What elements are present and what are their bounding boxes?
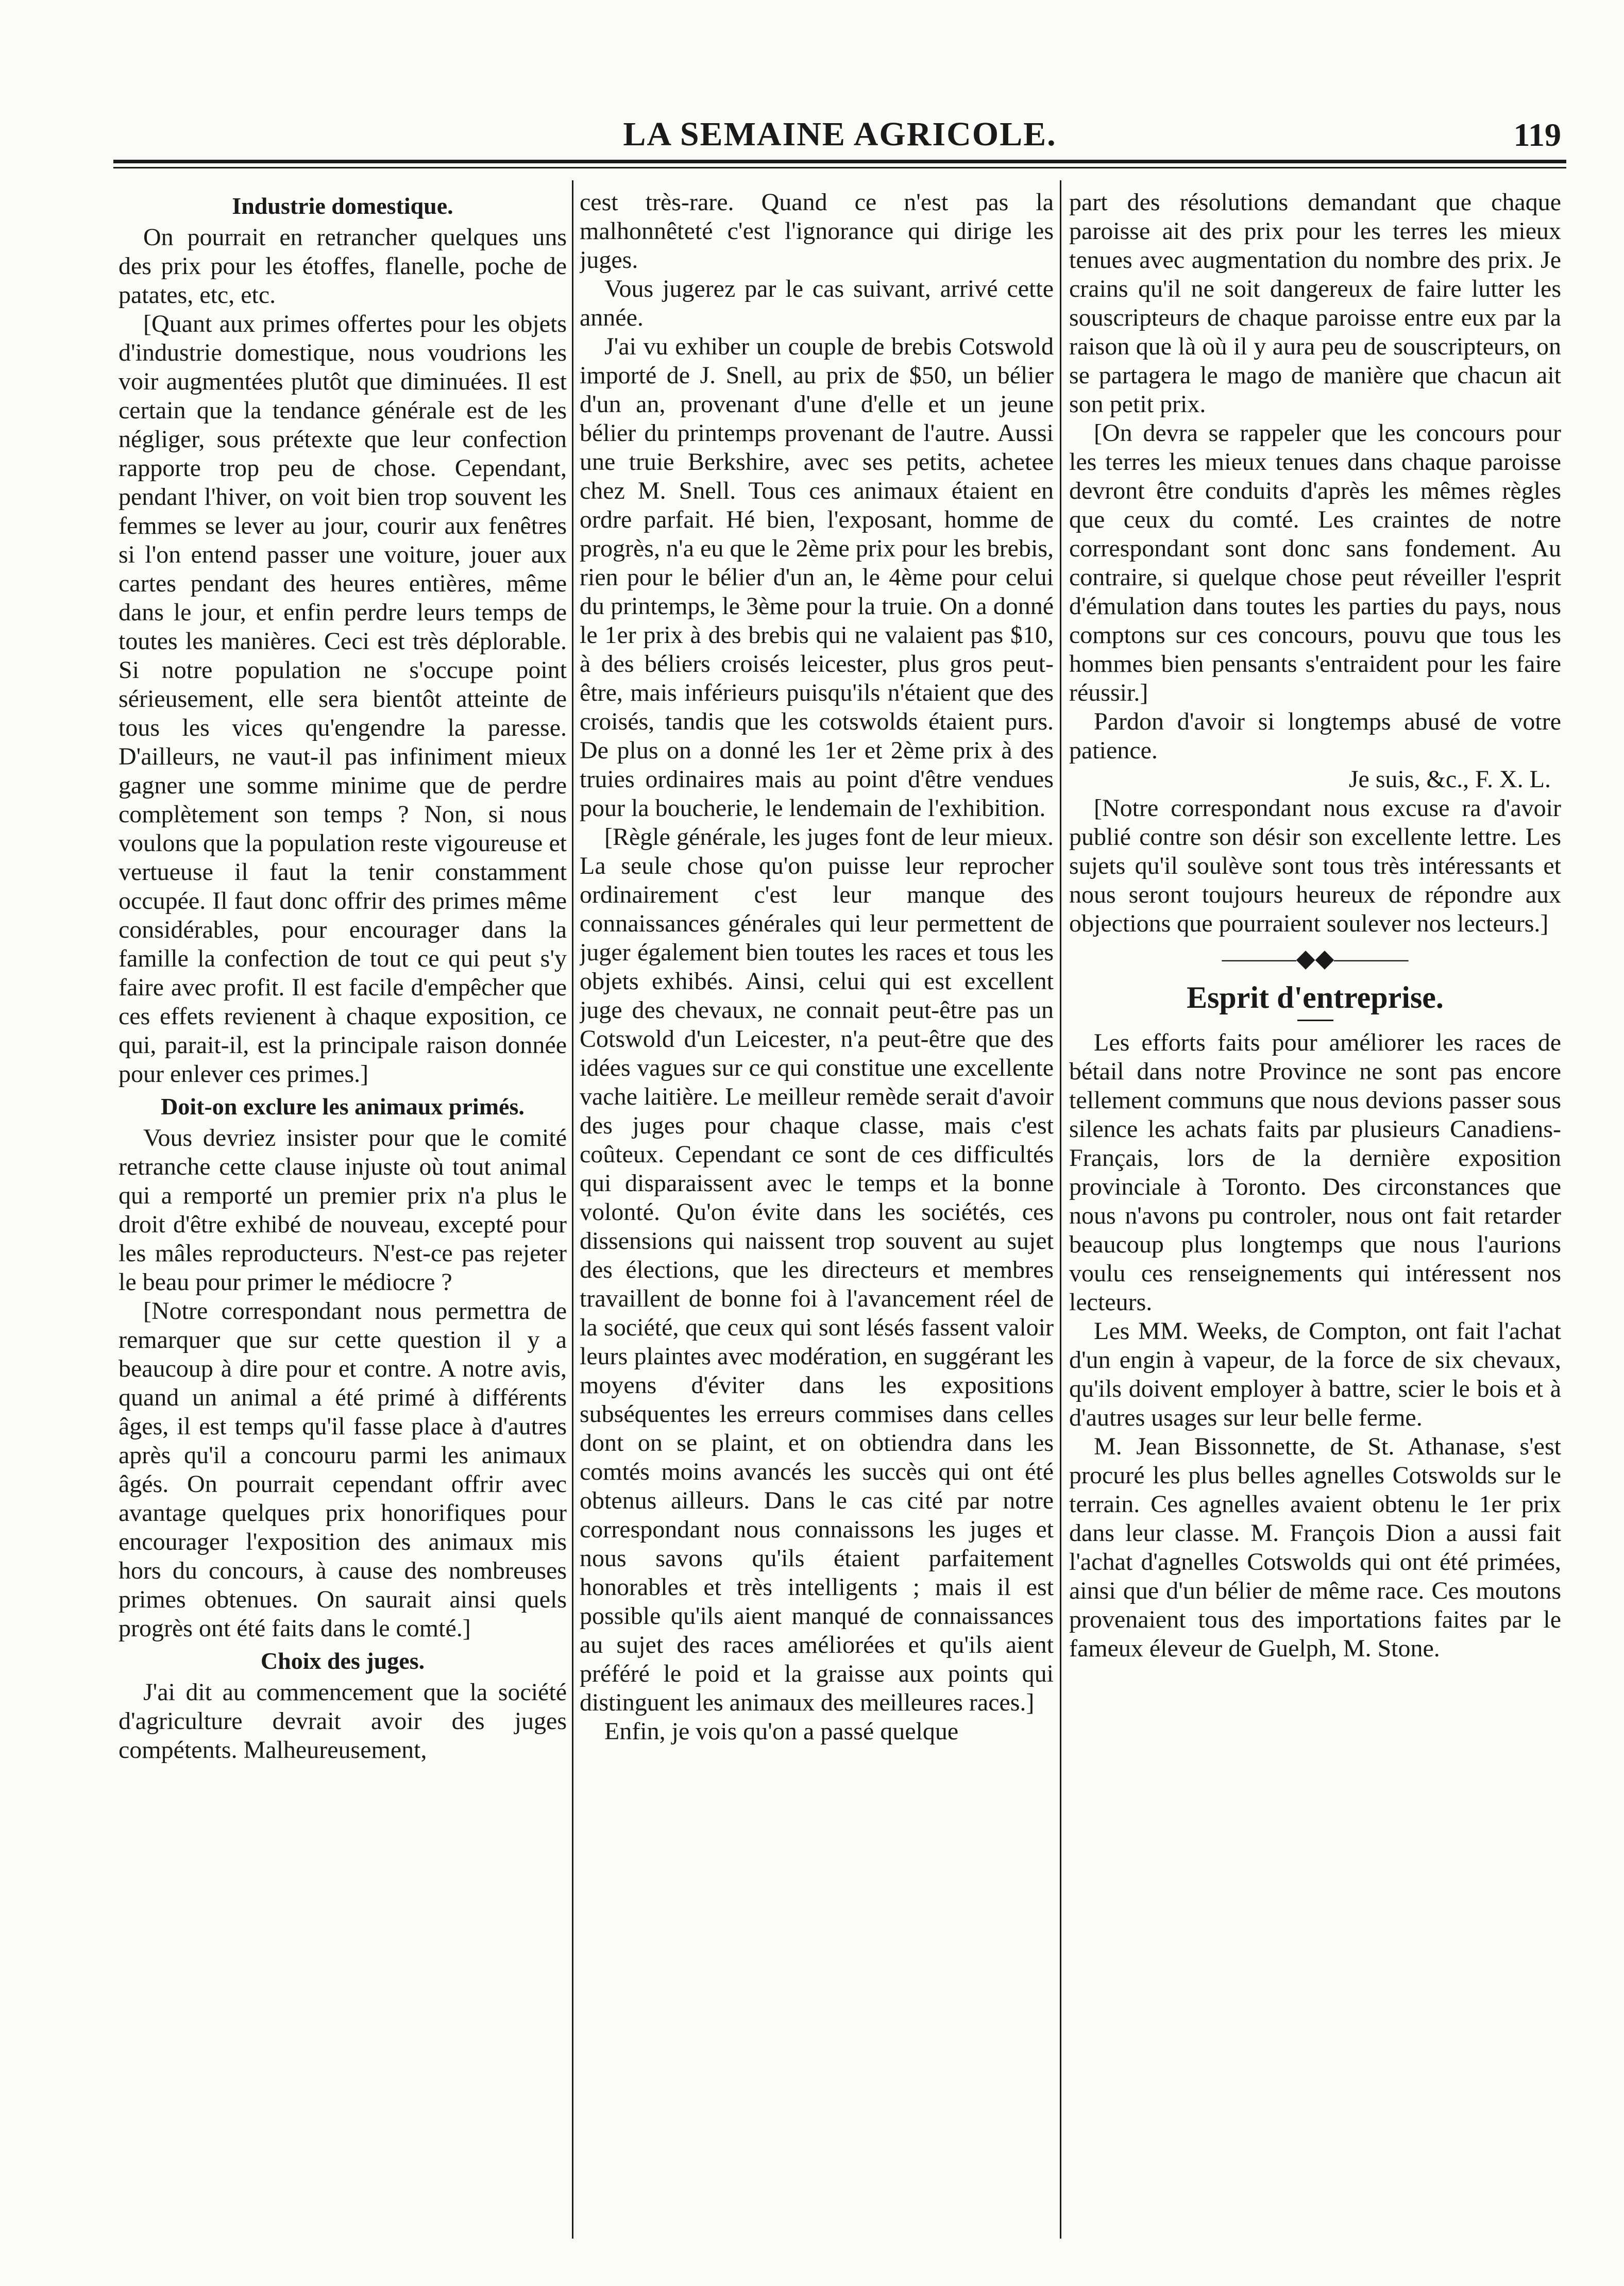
heading-dash — [1297, 1020, 1333, 1021]
section-heading-esprit: Esprit d'entreprise. — [1187, 980, 1444, 1014]
paragraph: Les MM. Weeks, de Compton, ont fait l'achat d'un engin à vapeur, de la force de six chevaux, qu'ils doivent employer à battre, scier le bois et à d'autres usages sur leur belle ferme. — [1069, 1317, 1561, 1431]
publication-title: LA SEMAINE AGRICOLE. — [623, 115, 1057, 153]
paragraph: [Quant aux primes offertes pour les objets d'industrie domestique, nous voudrions les voir augmentées plutôt que diminuées. Il est certain que la tendance générale est de les négliger, sous prétexte que leur confection rapporte trop peu de chose. Cependant, pendant l'hiver, on voit bien trop souvent les femmes se lever au jour, courir aux fenêtres si l'on entend passer une voiture, jouer aux cartes pendant des heures entières, même dans le jour, et enfin perdre leurs temps de toutes les manières. Ceci est très déplorable. Si notre population ne s'occupe point sérieusement, elle sera bientôt atteinte de tous les vices qu'engendre la paresse. D'ailleurs, ne vaut-il pas infiniment mieux gagner une somme minime que de perdre complètement son temps ? Non, si nous voulons que la population reste vigoureuse et vertueuse il faut la tenir constamment occupée. Il faut donc offrir des primes même considérables, pour encourager dans la famille la confection de tout ce qui peut s'y faire avec profit. Il est facile d'empêcher que ces effets revienent à chaque exposition, ce qui, parait-il, est la principale raison donnée pour enlever ces primes.] — [119, 310, 567, 1088]
section-heading-industrie: Industrie domestique. — [232, 193, 453, 219]
column-divider-1 — [572, 180, 573, 2239]
header-rule-thick — [113, 160, 1566, 163]
paragraph: J'ai vu exhiber un couple de brebis Cotswold importé de J. Snell, au prix de $50, un bélier d'un an, provenant d'une d'elle et un jeune bélier du printemps provenant de l'autre. Aussi une truie Berkshire, avec ses petits, achetee chez M. Snell. Tous ces animaux étaient en ordre parfait. Hé bien, l'exposant, homme de progrès, n'a eu que le 2ème prix pour les brebis, rien pour le bélier d'un an, le 4ème pour celui du printemps, le 3ème pour la truie. On a donné le 1er prix à des brebis qui ne valaient pas $10, à des béliers croisés leicester, plus gros peut-être, mais inférieurs puisqu'ils n'étaient que des croisés, tandis que les cotswolds étaient purs. De plus on a donné les 1er et 2ème prix à des truies ordinaires mais au point d'être vendues pour la boucherie, le lendemain de l'exhibition. — [580, 333, 1054, 822]
column-divider-2 — [1060, 180, 1061, 2239]
paragraph: M. Jean Bissonnette, de St. Athanase, s'est procuré les plus belles agnelles Cotswolds sur le terrain. Ces agnelles avaient obtenu le 1er prix dans leur classe. M. François Dion a aussi fait l'achat d'agnelles Cotswolds qui ont été primées, ainsi que d'un bélier de même race. Ces moutons provenaient tous des importations faites par le fameux éleveur de Guelph, M. Stone. — [1069, 1433, 1561, 1662]
paragraph: part des résolutions demandant que chaque paroisse ait des prix pour les terres les mieux tenues avec augmentation du nombre des prix. Je crains qu'il ne soit dangereux de faire lutter les souscripteurs de chaque paroisse entre eux par la raison que là où il y aura peu de souscripteurs, on se partagera le mago de manière que chacun ait son petit prix. — [1069, 189, 1561, 418]
paragraph: [Notre correspondant nous excuse ra d'avoir publié contre son désir son excellente lettre. Les sujets qu'il soulève sont tous très intéressants et nous seront toujours heureux de répondre aux objections que pourraient soulever nos lecteurs.] — [1069, 794, 1561, 937]
paragraph: Vous devriez insister pour que le comité retranche cette clause injuste où tout animal qui a remporté un premier prix n'a plus le droit d'être exhibé de nouveau, excepté pour les mâles reproducteurs. N'est-ce pas rejeter le beau pour primer le médiocre ? — [119, 1124, 567, 1296]
paragraph: Vous jugerez par le cas suivant, arrivé cette année. — [580, 275, 1054, 331]
paragraph: Enfin, je vois qu'on a passé quelque — [604, 1718, 959, 1745]
section-heading-animaux-primes: Doit-on exclure les animaux primés. — [161, 1093, 525, 1120]
paragraph: [Règle générale, les juges font de leur mieux. La seule chose qu'on puisse leur reprocher ordinairement c'est leur manque des connaissances générales qui leur permettent de juger également bien toutes les races et tous les objets exhibés. Ainsi, celui qui est excellent juge des chevaux, ne connait peut-être pas un Cotswold d'un Leicester, n'a peut-être que des idées vagues sur ce qui constitue une excellente vache laitière. Le meilleur remède serait d'avoir des juges pour chaque classe, mais c'est coûteux. Cependant ce sont de ces difficultés qui disparaissent avec le temps et la bonne volonté. Qu'on évite dans les sociétés, ces dissensions qui naissent trop souvent au sujet des élections, que les directeurs et membres travaillent de bonne foi à l'avancement réel de la société, que ceux qui sont lésés fassent valoir leurs plaintes avec modération, en suggérant les moyens d'éviter dans les expositions subséquentes les erreurs commises dans celles dont on se plaint, et on obtiendra dans les comtés moins avancés les succès qui ont été obtenus ailleurs. Dans le cas cité par notre correspondant nous connaissons les juges et nous savons qu'ils étaient parfaitement honorables et très intelligents ; mais il est possible qu'ils aient manqué de connaissances au sujet des races améliorées et qu'ils aient préféré le poid et la graisse aux points qui distinguent les animaux des meilleures races.] — [580, 823, 1054, 1716]
column-1 — [119, 188, 567, 2244]
column-2 — [580, 188, 1054, 2244]
signature: Je suis, &c., F. X. L. — [1348, 766, 1551, 793]
paragraph: On pourrait en retrancher quelques uns des prix pour les étoffes, flanelle, poche de patates, etc, etc. — [119, 224, 567, 309]
paragraph: J'ai dit au commencement que la société d'agriculture devrait avoir des juges compétents. Malheureusement, — [119, 1679, 567, 1764]
paragraph: Les efforts faits pour améliorer les races de bétail dans notre Province ne sont pas encore tellement communs que nous devions passer sous silence les achats faits par plusieurs Canadiens-Français, lors de la dernière exposition provinciale à Toronto. Des circonstances que nous n'avons pu controler, nous ont fait retarder beaucoup plus longtemps que nous l'aurions voulu ces renseignements qui intéressent nos lecteurs. — [1069, 1029, 1561, 1316]
paragraph: cest très-rare. Quand ce n'est pas la malhonnêteté c'est l'ignorance qui dirige les juges. — [580, 189, 1054, 274]
page-header — [113, 106, 1566, 162]
paragraph: [Notre correspondant nous permettra de remarquer que sur cette question il y a beaucoup à dire pour et contre. A notre avis, quand un animal a été primé à différents âges, il est temps qu'il fasse place à d'autres après qu'il a concouru parmi les animaux âgés. On pourrait cependant offrir avec avantage quelques prix honorifiques pour encourager l'exposition des animaux mis hors du concours, à cause des nombreuses primes obtenues. On saurait ainsi quels progrès ont été faits dans le comté.] — [119, 1297, 567, 1642]
paragraph: Pardon d'avoir si longtemps abusé de votre patience. — [1069, 708, 1561, 764]
column-3 — [1069, 188, 1561, 2244]
page-number: 119 — [1513, 116, 1561, 153]
section-heading-choix-juges: Choix des juges. — [260, 1648, 425, 1674]
paragraph: [On devra se rappeler que les concours pour les terres les mieux tenues dans chaque paroisse devront être conduits d'après les mêmes règles que ceux du comté. Les craintes de notre correspondant sont donc sans fondement. Au contraire, si quelque chose peut réveiller l'esprit d'émulation dans toutes les parties du pays, nous comptons sur ces concours, pouvu que tous les hommes bien pensants s'entraident pour les faire réussir.] — [1069, 419, 1561, 706]
header-rule-thin — [113, 167, 1566, 168]
section-ornament: ———◆◆——— — [1222, 945, 1409, 972]
